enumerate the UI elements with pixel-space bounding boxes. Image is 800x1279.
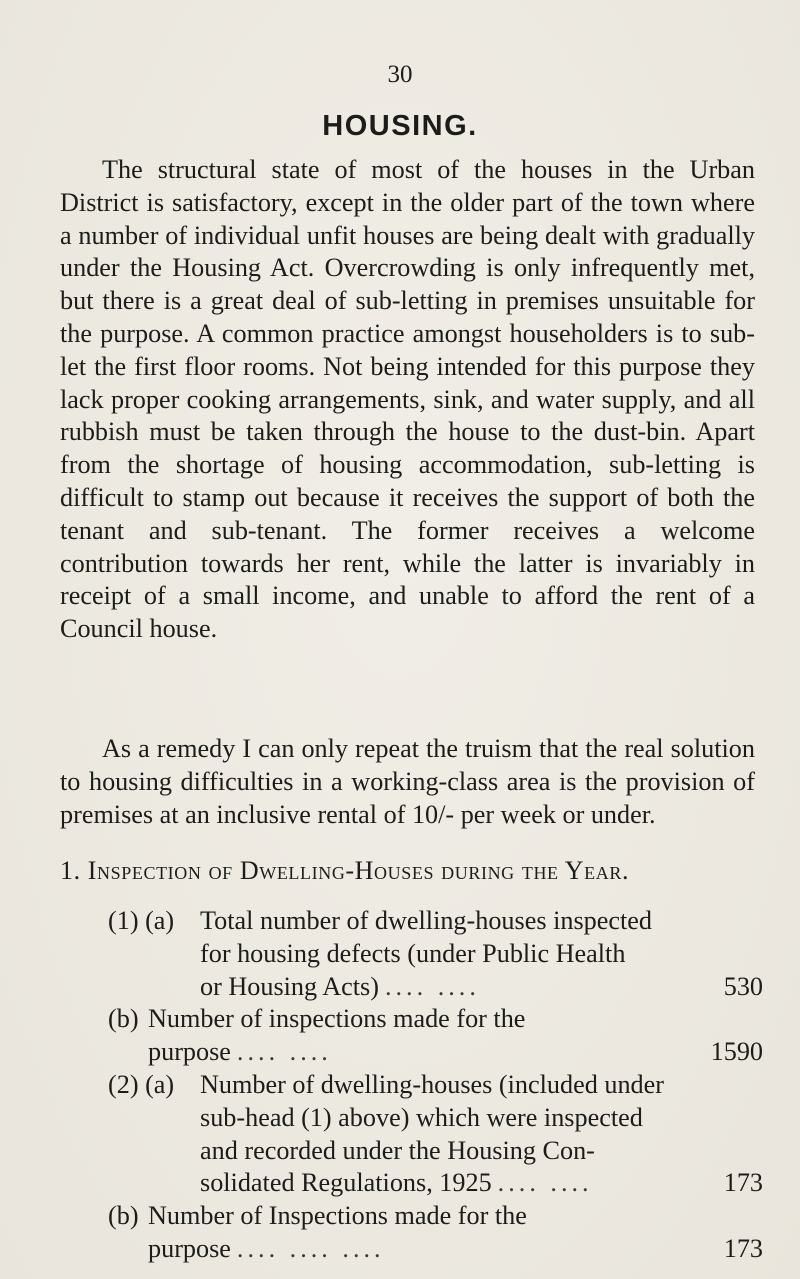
item-text-line: purpose <box>148 1233 231 1263</box>
intro-paragraph: The structural state of most of the houses in the Urban District is satisfactory, except in the older part of the town where a number of individual unfit houses are being dealt with gradually under the Housing Act. Overcrowding is only infrequently met, but there is a great deal of sub-letting in premises unsuitable for the purpose. A common practice amongst householders is to sub-let the first floor rooms. Not being intended for this purpose they lack proper cooking arrangements, sink, and water supply, and all rubbish must be taken through the house to the dust-bin. Apart from the shortage of housing accommodation, sub-letting is difficult to stamp out because it receives the support of both the tenant and sub-tenant. The former receives a welcome contribution towards her rent, while the latter is invariably in receipt of a small income, and unable to afford the rent of a Council house. <box>60 155 755 644</box>
page-title: HOUSING. <box>322 110 478 142</box>
item-text-line: Number of inspections made for the <box>148 1004 526 1033</box>
item-value: 173 <box>723 1233 763 1263</box>
item-text-line: purpose <box>148 1036 231 1066</box>
dot-leader: .... .... <box>497 1168 593 1198</box>
item-text-line: Number of dwelling-houses (included under <box>200 1070 664 1099</box>
list-item <box>108 1069 763 1200</box>
item-text-line: for housing defects (under Public Health <box>200 938 626 968</box>
item-text-line: Total number of dwelling-houses inspected <box>200 906 652 935</box>
item-text-line: and recorded under the Housing Con- <box>200 1135 595 1165</box>
item-value: 173 <box>723 1168 763 1198</box>
item-marker: (1) (a) <box>108 906 175 935</box>
item-marker: (b) <box>108 1004 139 1033</box>
page-number: 30 <box>387 61 413 88</box>
section-heading: 1. Inspection of Dwelling-Houses during the Year. <box>60 856 630 885</box>
dot-leader: .... .... <box>236 1036 332 1066</box>
list-item <box>108 905 763 1003</box>
item-text-line: Number of Inspections made for the <box>148 1201 527 1230</box>
item-text-line: or Housing Acts) <box>200 971 379 1001</box>
item-value: 530 <box>723 971 763 1001</box>
item-value: 1590 <box>710 1036 763 1066</box>
remedy-paragraph: As a remedy I can only repeat the truism that the real solution to housing difficulties in a working-class area is the provision of premises at an inclusive rental of 10/- per week or under. <box>60 734 755 829</box>
item-marker: (2) (a) <box>108 1070 175 1099</box>
dot-leader: .... .... .... <box>236 1233 385 1263</box>
item-text-line: solidated Regulations, 1925 <box>200 1168 492 1198</box>
item-marker: (b) <box>108 1201 139 1230</box>
item-text-line: sub-head (1) above) which were inspected <box>200 1102 643 1132</box>
dot-leader: .... .... <box>384 971 480 1001</box>
list-item <box>108 1200 763 1266</box>
list-item <box>108 1003 763 1069</box>
